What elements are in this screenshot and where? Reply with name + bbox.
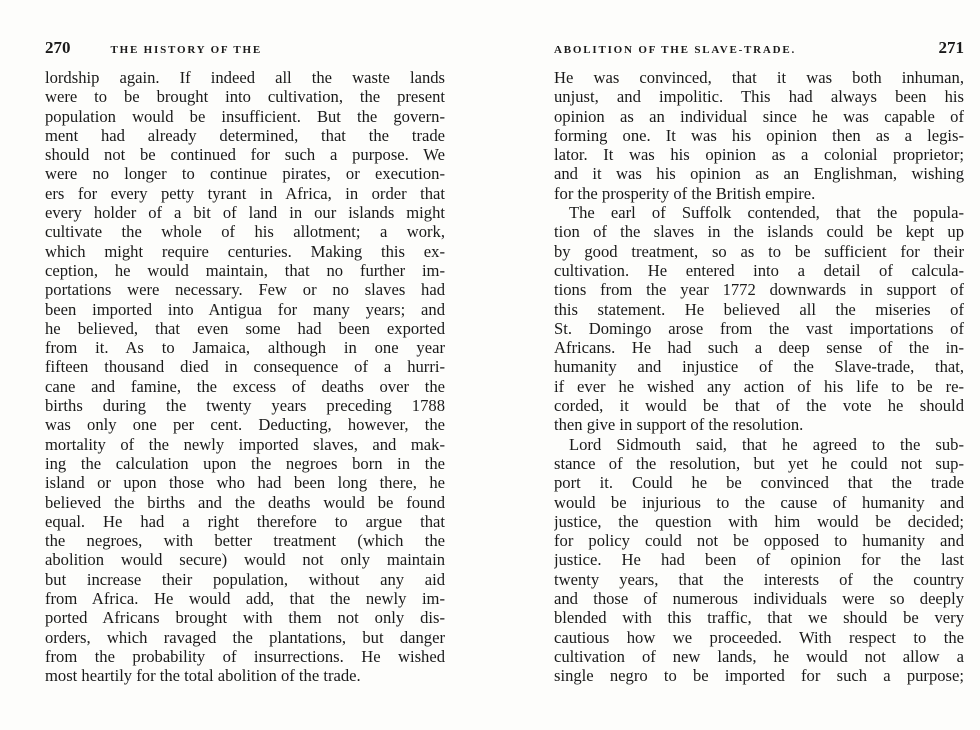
right-page-header [554, 38, 964, 58]
text-line: opinion as an individual since he was capable of [554, 106, 964, 126]
text-line: cane and famine, the excess of deaths over the [45, 376, 445, 396]
text-line: justice. He had been of opinion for the last [554, 550, 964, 570]
text-line: humanity and injustice of the Slave-trade, that, [554, 357, 964, 377]
text-line: then give in support of the resolution. [554, 415, 804, 435]
text-line: justice, the question with him would be decided; [554, 511, 964, 531]
text-line: blended with this traffic, that we should be very [554, 608, 964, 628]
page-number: 270 [45, 38, 71, 57]
text-line: stance of the resolution, but yet he could not sup- [554, 453, 964, 473]
text-line: Africans. He had such a deep sense of the in- [554, 338, 964, 358]
text-line: orders, which ravaged the plantations, but danger [45, 627, 445, 647]
text-line: he believed, that even some had been exported [45, 318, 445, 338]
text-line: tion of the slaves in the islands could be kept up [554, 222, 964, 242]
text-line: and those of numerous individuals were so deeply [554, 589, 964, 609]
text-line: mortality of the newly imported slaves, and mak- [45, 434, 445, 454]
text-line: port it. Could he be convinced that the trade [554, 473, 964, 493]
text-line: ment had already determined, that the trade [45, 125, 445, 145]
text-line: lordship again. If indeed all the waste lands [45, 68, 445, 87]
text-line: ers for every petty tyrant in Africa, in order that [45, 183, 445, 203]
text-line: abolition would secure) would not only maintain [45, 550, 445, 570]
text-line: this statement. He believed all the miseries of [554, 299, 964, 319]
text-line: cautious how we proceeded. With respect to the [554, 627, 964, 647]
text-line: portations were necessary. Few or no slaves had [45, 280, 445, 300]
text-line: if ever he wished any action of his life to be re- [554, 376, 964, 396]
running-head: ABOLITION OF THE SLAVE-TRADE. [554, 44, 797, 56]
text-line: from Africa. He would add, that the newly im- [45, 589, 445, 609]
text-line: been imported into Antigua for many years; and [45, 299, 445, 319]
text-line: ported Africans brought with them not only dis- [45, 608, 445, 628]
text-line: and it was his opinion as an Englishman, wishing [554, 164, 964, 184]
right-page-body [554, 68, 964, 686]
text-line: the negroes, with better treatment (which the [45, 531, 445, 551]
left-page-body [45, 68, 445, 686]
text-line: single negro to be imported for such a purpose; [554, 666, 964, 686]
text-line: equal. He had a right therefore to argue that [45, 511, 445, 531]
text-line: for the prosperity of the British empire. [554, 183, 816, 203]
text-line: was only one per cent. Deducting, however, the [45, 415, 445, 435]
text-line: island or upon those who had been long there, he [45, 473, 445, 493]
running-head: THE HISTORY OF THE [110, 44, 263, 56]
text-line: St. Domingo arose from the vast importations of [554, 318, 964, 338]
text-line: ing the calculation upon the negroes born in the [45, 453, 445, 473]
text-line: cultivation. He entered into a detail of calcula- [554, 260, 964, 280]
text-line: would be injurious to the cause of humanity and [554, 492, 964, 512]
text-line: forming one. It was his opinion then as a legis- [554, 125, 964, 145]
text-line: were to be brought into cultivation, the present [45, 87, 445, 107]
text-line: twenty years, that the interests of the country [554, 569, 964, 589]
text-line: Lord Sidmouth said, that he agreed to the sub- [569, 434, 964, 454]
text-line: He was convinced, that it was both inhuman, [554, 68, 964, 87]
text-line: every holder of a bit of land in our islands might [45, 203, 445, 223]
text-line: should not be continued for such a purpose. We [45, 145, 445, 165]
text-line: for policy could not be opposed to humanity and [554, 531, 964, 551]
text-line: lator. It was his opinion as a colonial proprietor; [554, 145, 964, 165]
text-line: births during the twenty years preceding 1788 [45, 396, 445, 416]
text-line: by good treatment, so as to be sufficient for their [554, 241, 964, 261]
page-number: 271 [938, 38, 964, 57]
text-line: believed the births and the deaths would be found [45, 492, 445, 512]
text-line: fifteen thousand died in consequence of a hurri- [45, 357, 445, 377]
text-line: which might require centuries. Making this ex- [45, 241, 445, 261]
text-line: unjust, and impolitic. This had always been his [554, 87, 964, 107]
left-page-header [45, 38, 445, 58]
right-page [490, 0, 980, 730]
text-line: cultivation of new lands, he would not allow a [554, 646, 964, 666]
text-line: from it. As to Jamaica, although in one year [45, 338, 445, 358]
text-line: were no longer to continue pirates, or execution- [45, 164, 445, 184]
text-line: corded, it would be that of the vote he should [554, 396, 964, 416]
text-line: cultivate the whole of his allotment; a work, [45, 222, 445, 242]
text-line: most heartily for the total abolition of the trade. [45, 666, 361, 686]
text-line: but increase their population, without any aid [45, 569, 445, 589]
text-line: tions from the year 1772 downwards in support of [554, 280, 964, 300]
text-line: ception, he would maintain, that no further im- [45, 260, 445, 280]
text-line: The earl of Suffolk contended, that the popula- [569, 203, 964, 223]
text-line: from the probability of insurrections. He wished [45, 646, 445, 666]
text-line: population would be insufficient. But the govern- [45, 106, 445, 126]
